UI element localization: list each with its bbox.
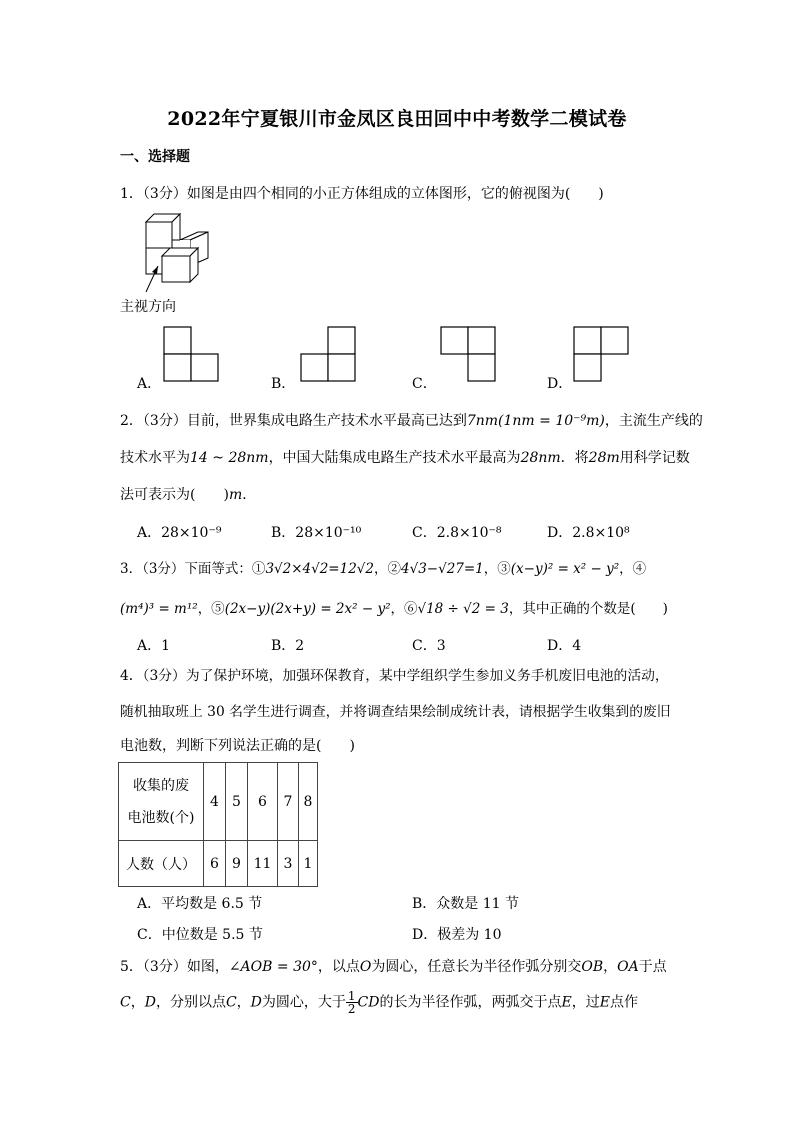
table-cell: 7 <box>278 763 299 841</box>
table-cell: 6 <box>204 841 226 887</box>
q5-line-2: C，D，分别以点C，D为圆心，大于 $\frac{1}{2}$ CD的长为半径作弧，两弧交于点E，过E点作 <box>120 989 638 1016</box>
q2-line-2: 技术水平为14 ~ 28nm，中国大陆集成电路生产技术水平最高为28nm．将28m用科学记数 <box>120 450 690 466</box>
q4-line-2: 随机抽取班上 30 名学生进行调查，并将调查结果绘制成统计表，请根据学生收集到的废旧 <box>120 704 671 720</box>
table-cell: 3 <box>278 841 299 887</box>
q1-option-c-figure[interactable] <box>440 326 498 384</box>
section-heading: 一、选择题 <box>120 149 190 165</box>
table-cell: 6 <box>248 763 278 841</box>
q1-option-b-figure[interactable] <box>300 326 358 384</box>
q2-option-b[interactable]: B．28×10⁻¹⁰ <box>271 525 362 541</box>
q3-option-c[interactable]: C．3 <box>412 638 446 654</box>
q4-option-d[interactable]: D．极差为 10 <box>412 927 502 943</box>
q4-line-3: 电池数，判断下列说法正确的是( ) <box>120 738 355 754</box>
q1-arrow-label: 主视方向 <box>120 299 176 315</box>
table-row <box>119 763 318 841</box>
q4-option-c[interactable]: C．中位数是 5.5 节 <box>137 927 263 943</box>
q3-option-a[interactable]: A．1 <box>137 638 171 654</box>
q2-option-a[interactable]: A．28×10⁻⁹ <box>137 525 222 541</box>
q3-line-2: (m⁴)³ = m¹²，⑤(2x−y)(2x+y) = 2x² − y²，⑥√18 ÷ √2 = 3，其中正确的个数是( ) <box>120 601 668 617</box>
q2-line-3: 法可表示为( )m． <box>120 487 257 503</box>
q1-option-a-figure[interactable] <box>163 326 221 384</box>
q4-stats-table <box>118 762 318 887</box>
q4-line-1: 4．（3分）为了保护环境，加强环保教育，某中学组织学生参加义务手机废旧电池的活动， <box>120 668 669 684</box>
q1-option-c-label[interactable]: C． <box>412 376 437 392</box>
q3-option-b[interactable]: B．2 <box>271 638 305 654</box>
q1-option-b-label[interactable]: B． <box>271 376 296 392</box>
q4-option-a[interactable]: A．平均数是 6.5 节 <box>137 896 263 912</box>
table-cell: 11 <box>248 841 278 887</box>
q1-option-d-figure[interactable] <box>573 326 631 384</box>
q1-option-a-label[interactable]: A． <box>137 376 162 392</box>
table-header-cell: 收集的废 电池数(个) <box>119 763 204 841</box>
q3-line-1: 3．（3分）下面等式：①3√2×4√2=12√2，②4√3−√27=1，③(x−y)² = x² − y²，④ <box>120 561 647 577</box>
q3-option-d[interactable]: D．4 <box>547 638 582 654</box>
q2-line-1: 2．（3分）目前，世界集成电路生产技术水平最高已达到7nm(1nm = 10⁻⁹m)，主流生产线的 <box>120 413 703 429</box>
q1-stem: 1．（3分）如图是由四个相同的小正方体组成的立体图形，它的俯视图为( ) <box>120 186 604 202</box>
table-cell: 4 <box>204 763 226 841</box>
q4-option-b[interactable]: B．众数是 11 节 <box>412 896 520 912</box>
q5-line-1: 5．（3分）如图，∠AOB = 30°，以点O为圆心，任意长为半径作弧分别交OB，OA于点 <box>120 959 667 975</box>
table-header-cell: 人数（人） <box>119 841 204 887</box>
table-cell: 5 <box>226 763 248 841</box>
table-cell: 9 <box>226 841 248 887</box>
q2-option-d[interactable]: D．2.8×10⁸ <box>547 525 630 541</box>
table-cell: 1 <box>299 841 318 887</box>
fraction-one-half: $\frac{1}{2}$ <box>347 989 356 1016</box>
table-row <box>119 841 318 887</box>
q2-math-7nm: 7nm(1nm = 10⁻⁹m) <box>466 413 605 429</box>
q1-option-d-label[interactable]: D． <box>547 376 573 392</box>
q2-option-c[interactable]: C．2.8×10⁻⁸ <box>412 525 502 541</box>
q1-cube-figure <box>118 208 218 298</box>
table-cell: 8 <box>299 763 318 841</box>
page-title: 2022年宁夏银川市金凤区良田回中中考数学二模试卷 <box>167 108 627 130</box>
